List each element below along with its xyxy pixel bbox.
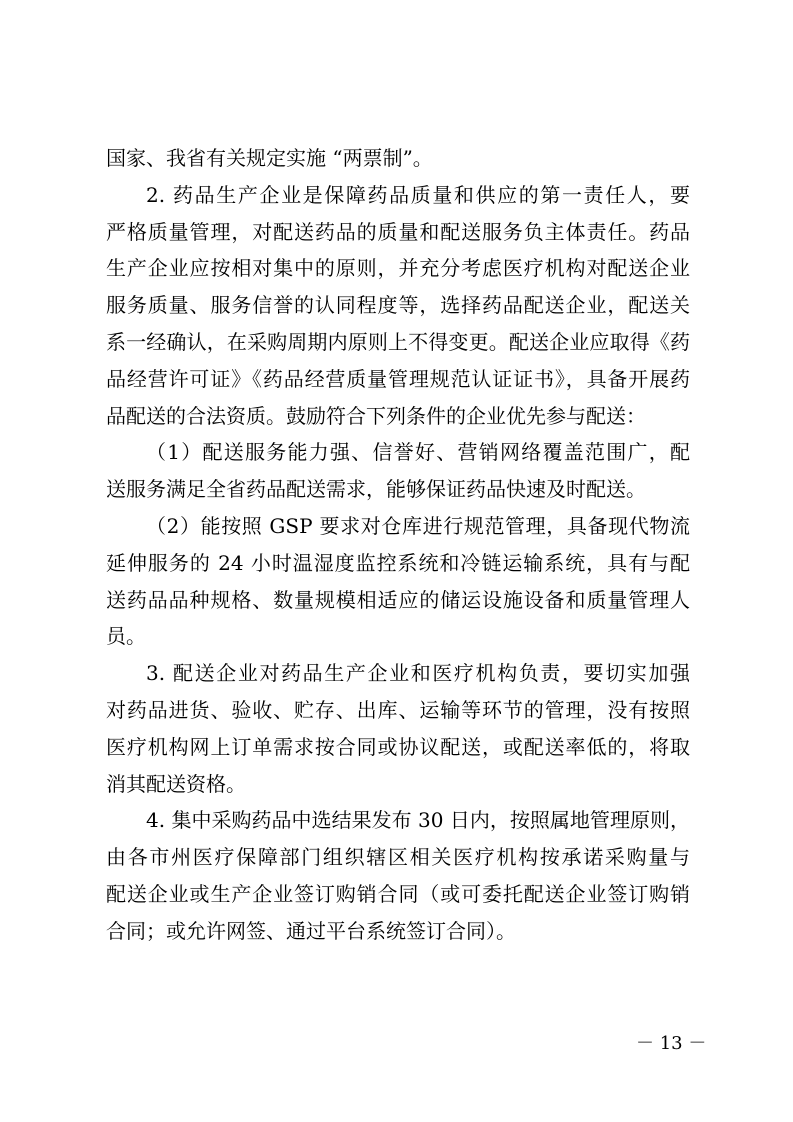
text-line: 延伸服务的 24 小时温湿度监控系统和冷链运输系统，具有与配	[106, 550, 690, 575]
page-number: － 13 －	[636, 1033, 707, 1054]
text-line: （2）能按照 GSP 要求对仓库进行规范管理，具备现代物流	[146, 513, 690, 538]
text-line: 严格质量管理，对配送药品的质量和配送服务负主体责任。药品	[106, 219, 690, 244]
text-line: 医疗机构网上订单需求按合同或协议配送，或配送率低的，将取	[106, 734, 690, 759]
text-line: 员。	[106, 624, 146, 649]
text-line: 品经营许可证》《药品经营质量管理规范认证证书》，具备开展药	[106, 366, 690, 391]
text-line: 配送企业或生产企业签订购销合同（或可委托配送企业签订购销	[106, 881, 690, 906]
text-line: 由各市州医疗保障部门组织辖区相关医疗机构按承诺采购量与	[106, 845, 690, 870]
text-line: 品配送的合法资质。鼓励符合下列条件的企业优先参与配送：	[106, 403, 646, 428]
text-line: 2. 药品生产企业是保障药品质量和供应的第一责任人，要	[146, 182, 690, 207]
text-line: 送服务满足全省药品配送需求，能够保证药品快速及时配送。	[106, 477, 646, 502]
text-line: 3. 配送企业对药品生产企业和医疗机构负责，要切实加强	[146, 661, 690, 686]
text-line: 对药品进货、验收、贮存、出库、运输等环节的管理，没有按照	[106, 697, 690, 722]
text-line: 系一经确认，在采购周期内原则上不得变更。配送企业应取得《药	[106, 329, 690, 354]
text-line: 生产企业应按相对集中的原则，并充分考虑医疗机构对配送企业	[106, 256, 690, 281]
text-line: 国家、我省有关规定实施 “两票制”。	[106, 146, 433, 170]
text-line: （1）配送服务能力强、信誉好、营销网络覆盖范围广，配	[146, 440, 690, 465]
text-line: 合同；或允许网签、通过平台系统签订合同）。	[106, 918, 516, 943]
text-line: 送药品品种规格、数量规模相适应的储运设施设备和质量管理人	[106, 587, 690, 612]
text-line: 4. 集中采购药品中选结果发布 30 日内，按照属地管理原则，	[146, 808, 690, 833]
body-text	[106, 140, 690, 950]
text-line: 服务质量、服务信誉的认同程度等，选择药品配送企业，配送关	[106, 293, 690, 318]
text-line: 消其配送资格。	[106, 771, 246, 796]
